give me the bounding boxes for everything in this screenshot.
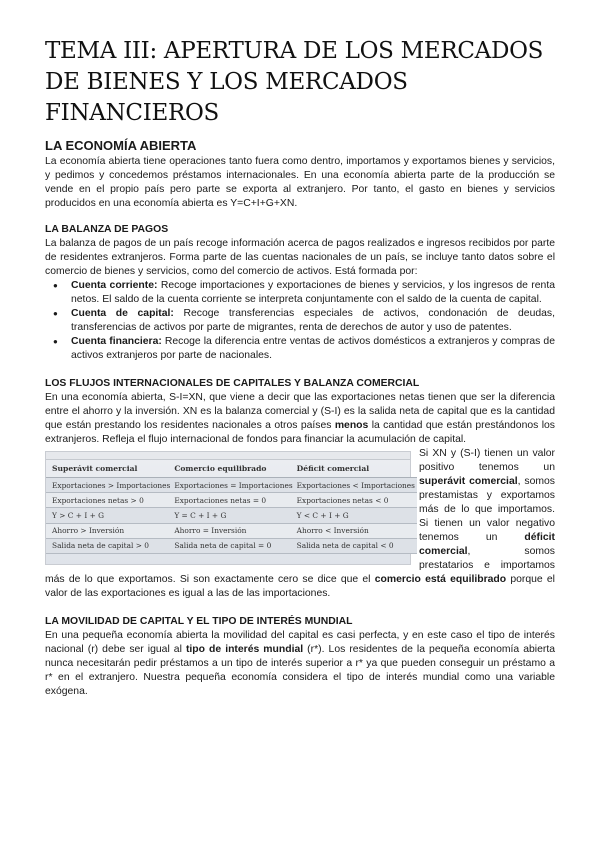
comparison-table bbox=[46, 460, 417, 554]
table-row: Ahorro > Inversión Ahorro = Inversión Ahorro < Inversión bbox=[46, 523, 417, 538]
paragraph-flujos: En una economía abierta, S-I=XN, que viene a decir que las exportaciones netas tienen que ser la diferencia entre el ahorro y la inversión. XN es la balanza comercial y (S-I) es la salida neta de capital que es la cantidad que están prestando los residentes nacionales a otros países menos la cantidad que están prestándonos los extranjeros. Refleja el flujo internacional de fondos para financiar la acumulación de capital. bbox=[45, 392, 555, 445]
table-with-text bbox=[45, 447, 555, 601]
list-item: ● Cuenta de capital: Recoge transferencias especiales de activos, condonación de deudas, transferencias de activos por parte de migrantes, renta de derechos de autor y uso de patentes. bbox=[71, 307, 555, 335]
table-row: Y > C + I + G Y = C + I + G Y < C + I + G bbox=[46, 508, 417, 523]
list-item: ● Cuenta financiera: Recoge la diferencia entre ventas de activos domésticos a extranjeros y compras de activos extranjeros por parte de nacionales. bbox=[71, 335, 555, 363]
list-item: ● Cuenta corriente: Recoge importaciones y exportaciones de bienes y servicios, y los ingresos de renta netos. El saldo de la cuenta corriente se interpreta conjuntamente con el saldo de la cuenta de capital. bbox=[71, 279, 555, 307]
section-heading-economia-abierta: LA ECONOMÍA ABIERTA bbox=[45, 138, 197, 153]
balanza-list bbox=[45, 279, 555, 363]
table-row: Exportaciones netas > 0 Exportaciones netas = 0 Exportaciones netas < 0 bbox=[46, 493, 417, 508]
section-heading-balanza-pagos: LA BALANZA DE PAGOS bbox=[45, 224, 169, 235]
paragraph-economia-abierta: La economía abierta tiene operaciones tanto fuera como dentro, importamos y exportamos bienes y servicios, y pedimos y concedemos préstamos internacionales. En una economía abierta parte de la producción se vende en el propio país pero parte se exporta al extranjero. Por tanto, el gasto en bienes y servicios producidos en una economía abierta es Y=C+I+G+XN. bbox=[45, 156, 555, 209]
table-header: Déficit comercial bbox=[295, 460, 417, 478]
table-header: Superávit comercial bbox=[46, 460, 172, 478]
paragraph-movilidad: En una pequeña economía abierta la movilidad del capital es casi perfecta, y en este caso el tipo de interés nacional (r) debe ser igual al tipo de interés mundial (r*). Los residentes de la pequeña economía abierta nunca necesitarán pedir préstamos a un tipo de interés superior a r* ya que pueden conseguir un préstamo a r* en el extranjero. Nuestra pequeña economía considera el tipo de interés mundial como una variable exógena. bbox=[45, 630, 555, 697]
section-heading-movilidad: LA MOVILIDAD DE CAPITAL Y EL TIPO DE INTERÉS MUNDIAL bbox=[45, 616, 353, 627]
comparison-table-image bbox=[45, 451, 415, 565]
table-row: Salida neta de capital > 0 Salida neta de capital = 0 Salida neta de capital < 0 bbox=[46, 538, 417, 553]
page-title: TEMA III: APERTURA DE LOS MERCADOS DE BIENES Y LOS MERCADOS FINANCIEROS bbox=[45, 38, 544, 126]
paragraph-balanza-pagos: La balanza de pagos de un país recoge información acerca de pagos realizados e ingresos recibidos por parte de residentes extranjeros. Forma parte de las cuentas nacionales de un país, se incluye tanto datos sobre el comercio de bienes y servicios, como del comercio de activos. Está formada por: bbox=[45, 238, 555, 277]
table-header: Comercio equilibrado bbox=[172, 460, 294, 478]
table-row: Exportaciones > Importaciones Exportaciones = Importaciones Exportaciones < Importaciones bbox=[46, 478, 417, 493]
paragraph-superavit-deficit: Si XN y (S-I) tienen un valor positivo tenemos un superávit comercial, somos prestamistas y exportamos más de lo que importamos. Si tienen un valor negativo tenemos un déficit comercial, somos prestatarios e importamos más de lo que exportamos. Si son exactamente cero se dice que el comercio está equilibrado porque el valor de las exportaciones es igual a las de las importaciones. bbox=[45, 448, 555, 599]
section-heading-flujos: LOS FLUJOS INTERNACIONALES DE CAPITALES Y BALANZA COMERCIAL bbox=[45, 378, 420, 389]
